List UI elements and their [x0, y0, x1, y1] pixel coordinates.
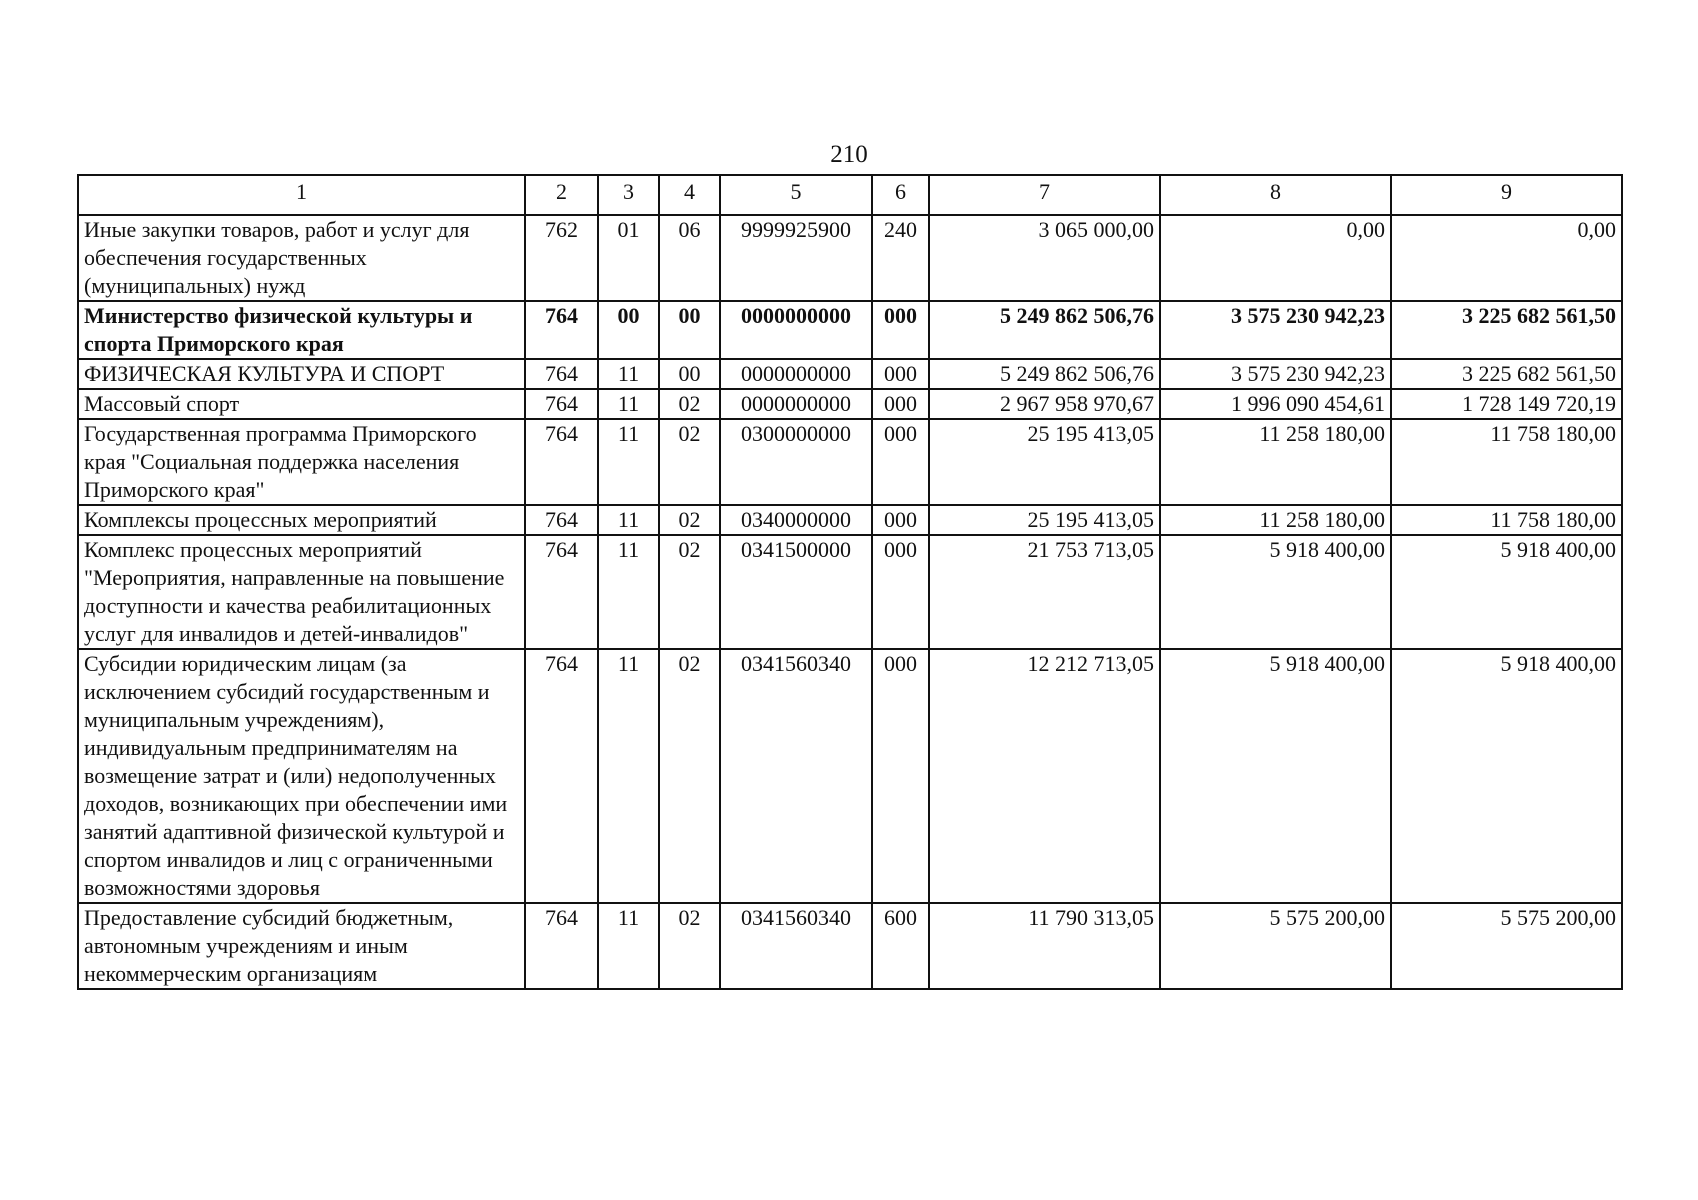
- table-row: [78, 535, 1622, 649]
- row-name: Комплексы процессных мероприятий: [78, 505, 525, 535]
- amount-col8: 3 575 230 942,23: [1160, 359, 1391, 389]
- header-cell-2: 2: [525, 175, 598, 215]
- amount-col9: 5 918 400,00: [1391, 535, 1622, 649]
- table-body: [78, 215, 1622, 989]
- amount-col7: 12 212 713,05: [929, 649, 1160, 903]
- code-admin: 764: [525, 505, 598, 535]
- code-target-article: 0000000000: [720, 301, 872, 359]
- code-admin: 764: [525, 359, 598, 389]
- amount-col8: 5 575 200,00: [1160, 903, 1391, 989]
- code-expense-type: 000: [872, 359, 929, 389]
- code-subsection: 02: [659, 389, 720, 419]
- amount-col7: 25 195 413,05: [929, 505, 1160, 535]
- row-name: Комплекс процессных мероприятий "Мероприятия, направленные на повышение доступности и качества реабилитационных услуг для инвалидов и детей-инвалидов": [78, 535, 525, 649]
- amount-col7: 3 065 000,00: [929, 215, 1160, 301]
- code-subsection: 02: [659, 649, 720, 903]
- code-expense-type: 600: [872, 903, 929, 989]
- table-header: [78, 175, 1622, 215]
- amount-col9: 3 225 682 561,50: [1391, 359, 1622, 389]
- code-target-article: 0300000000: [720, 419, 872, 505]
- amount-col9: 0,00: [1391, 215, 1622, 301]
- amount-col9: 11 758 180,00: [1391, 505, 1622, 535]
- code-section: 01: [598, 215, 659, 301]
- amount-col7: 21 753 713,05: [929, 535, 1160, 649]
- code-target-article: 0341500000: [720, 535, 872, 649]
- amount-col9: 3 225 682 561,50: [1391, 301, 1622, 359]
- amount-col7: 5 249 862 506,76: [929, 301, 1160, 359]
- table-row: [78, 359, 1622, 389]
- amount-col8: 11 258 180,00: [1160, 419, 1391, 505]
- code-target-article: 0340000000: [720, 505, 872, 535]
- amount-col8: 11 258 180,00: [1160, 505, 1391, 535]
- code-section: 11: [598, 389, 659, 419]
- amount-col9: 1 728 149 720,19: [1391, 389, 1622, 419]
- code-subsection: 06: [659, 215, 720, 301]
- code-target-article: 0341560340: [720, 649, 872, 903]
- row-name: Массовый спорт: [78, 389, 525, 419]
- amount-col9: 5 918 400,00: [1391, 649, 1622, 903]
- amount-col8: 0,00: [1160, 215, 1391, 301]
- code-section: 11: [598, 419, 659, 505]
- table-row: [78, 649, 1622, 903]
- amount-col9: 11 758 180,00: [1391, 419, 1622, 505]
- amount-col8: 3 575 230 942,23: [1160, 301, 1391, 359]
- table-row: [78, 903, 1622, 989]
- code-admin: 764: [525, 903, 598, 989]
- code-admin: 764: [525, 649, 598, 903]
- table-row: [78, 419, 1622, 505]
- amount-col8: 5 918 400,00: [1160, 649, 1391, 903]
- amount-col9: 5 575 200,00: [1391, 903, 1622, 989]
- header-cell-3: 3: [598, 175, 659, 215]
- code-section: 11: [598, 903, 659, 989]
- amount-col7: 5 249 862 506,76: [929, 359, 1160, 389]
- amount-col7: 25 195 413,05: [929, 419, 1160, 505]
- code-expense-type: 000: [872, 419, 929, 505]
- code-target-article: 0000000000: [720, 359, 872, 389]
- row-name: ФИЗИЧЕСКАЯ КУЛЬТУРА И СПОРТ: [78, 359, 525, 389]
- code-section: 00: [598, 301, 659, 359]
- row-name: Субсидии юридическим лицам (за исключением субсидий государственным и муниципальным учреждениям), индивидуальным предпринимателям на возмещение затрат и (или) недополученных доходов, возникающих при обеспечении ими занятий адаптивной физической культурой и спортом инвалидов и лиц с ограниченными возможностями здоровья: [78, 649, 525, 903]
- code-expense-type: 000: [872, 505, 929, 535]
- row-name: Государственная программа Приморского края "Социальная поддержка населения Приморского края": [78, 419, 525, 505]
- code-section: 11: [598, 535, 659, 649]
- budget-table: [77, 174, 1623, 990]
- code-section: 11: [598, 505, 659, 535]
- amount-col8: 5 918 400,00: [1160, 535, 1391, 649]
- header-cell-9: 9: [1391, 175, 1622, 215]
- header-cell-6: 6: [872, 175, 929, 215]
- code-expense-type: 000: [872, 649, 929, 903]
- row-name: Министерство физической культуры и спорта Приморского края: [78, 301, 525, 359]
- code-admin: 764: [525, 419, 598, 505]
- amount-col7: 11 790 313,05: [929, 903, 1160, 989]
- header-cell-4: 4: [659, 175, 720, 215]
- table-row: [78, 505, 1622, 535]
- code-subsection: 00: [659, 359, 720, 389]
- table-row: [78, 389, 1622, 419]
- table-row: [78, 215, 1622, 301]
- amount-col7: 2 967 958 970,67: [929, 389, 1160, 419]
- table-row: [78, 301, 1622, 359]
- code-admin: 764: [525, 301, 598, 359]
- amount-col8: 1 996 090 454,61: [1160, 389, 1391, 419]
- code-section: 11: [598, 359, 659, 389]
- code-expense-type: 000: [872, 389, 929, 419]
- code-section: 11: [598, 649, 659, 903]
- code-subsection: 02: [659, 535, 720, 649]
- page-number: 210: [830, 141, 868, 168]
- header-cell-7: 7: [929, 175, 1160, 215]
- code-expense-type: 000: [872, 301, 929, 359]
- code-target-article: 0341560340: [720, 903, 872, 989]
- header-cell-8: 8: [1160, 175, 1391, 215]
- header-row: [78, 175, 1622, 215]
- code-admin: 764: [525, 389, 598, 419]
- code-expense-type: 000: [872, 535, 929, 649]
- code-subsection: 02: [659, 505, 720, 535]
- row-name: Иные закупки товаров, работ и услуг для обеспечения государственных (муниципальных) нужд: [78, 215, 525, 301]
- code-subsection: 02: [659, 903, 720, 989]
- code-subsection: 02: [659, 419, 720, 505]
- code-target-article: 0000000000: [720, 389, 872, 419]
- row-name: Предоставление субсидий бюджетным, автономным учреждениям и иным некоммерческим организациям: [78, 903, 525, 989]
- header-cell-5: 5: [720, 175, 872, 215]
- code-admin: 762: [525, 215, 598, 301]
- code-expense-type: 240: [872, 215, 929, 301]
- header-cell-1: 1: [78, 175, 525, 215]
- code-subsection: 00: [659, 301, 720, 359]
- code-target-article: 9999925900: [720, 215, 872, 301]
- code-admin: 764: [525, 535, 598, 649]
